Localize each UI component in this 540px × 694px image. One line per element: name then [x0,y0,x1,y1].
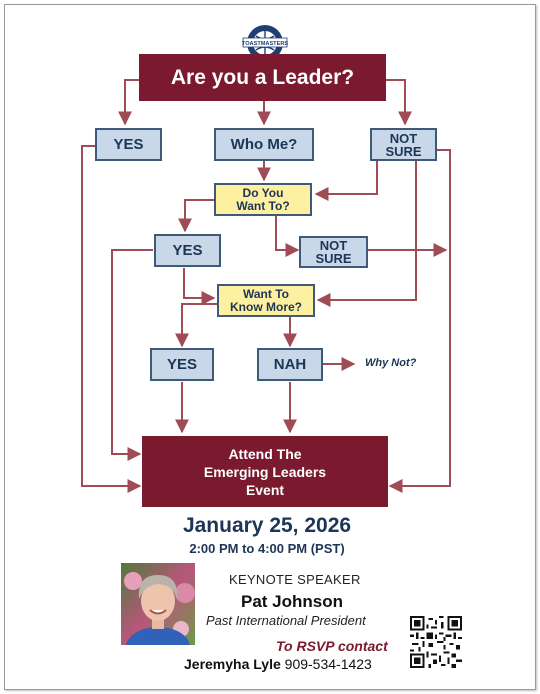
do-you-line1: Do You [242,185,284,200]
do-you-want-box [214,183,312,216]
why-not-text: Why Not? [365,357,417,369]
logo-text: TOASTMASTERS [241,41,289,47]
attend-line2: Emerging Leaders [203,463,327,480]
yes-label-1: YES [113,136,144,153]
arrow-doyou-to-notsure2 [276,216,298,250]
want-line1: Want To [243,286,289,301]
arrow-notsure-to-want [318,160,416,300]
title-text: Are you a Leader? [170,65,355,89]
not-sure-box-1 [370,128,437,161]
not-sure-box-2 [299,236,368,268]
arrow-yes2-to-attend [112,250,153,454]
yes-label-3: YES [166,356,197,373]
arrow-notsure-to-attend [390,150,450,486]
keynote-heading: KEYNOTE SPEAKER [229,572,361,587]
attend-event-box [142,436,388,507]
nah-box [257,348,323,381]
qr-code[interactable] [410,616,462,668]
rsvp-label: To RSVP contact [276,638,388,654]
arrow-title-to-yes [125,80,140,124]
arrow-title-to-notsure [384,80,405,124]
attend-line3: Event [245,481,285,498]
event-time: 2:00 PM to 4:00 PM (PST) [189,541,345,556]
arrow-notsure-to-doyou [316,160,377,194]
not-sure-1-line2: SURE [385,143,422,159]
rsvp-contact-name: Jeremyha Lyle [184,656,281,672]
arrow-doyou-to-yes2 [185,200,215,231]
want-to-know-box [217,284,315,317]
yes-box-3 [150,348,214,381]
yes-box-1 [95,128,162,161]
attend-line1: Attend The [228,445,302,462]
rsvp-contact [184,656,372,672]
title-box [139,54,386,101]
rsvp-phone: 909-534-1423 [284,656,372,672]
nah-label: NAH [273,356,307,373]
speaker-photo [121,563,195,645]
do-you-line2: Want To? [236,198,290,213]
not-sure-2-line1: NOT [319,238,348,253]
who-me-label: Who Me? [230,136,298,153]
not-sure-2-line2: SURE [315,251,352,266]
not-sure-1-line1: NOT [389,130,418,146]
who-me-box [214,128,314,161]
speaker-title: Past International President [206,613,366,628]
yes-label-2: YES [172,242,203,259]
speaker-name: Pat Johnson [241,592,344,611]
event-date: January 25, 2026 [182,514,352,537]
arrow-want-to-yes3 [182,304,217,346]
yes-box-2 [154,234,221,267]
arrow-yes2-to-want [184,268,214,298]
want-line2: Know More? [230,299,302,314]
